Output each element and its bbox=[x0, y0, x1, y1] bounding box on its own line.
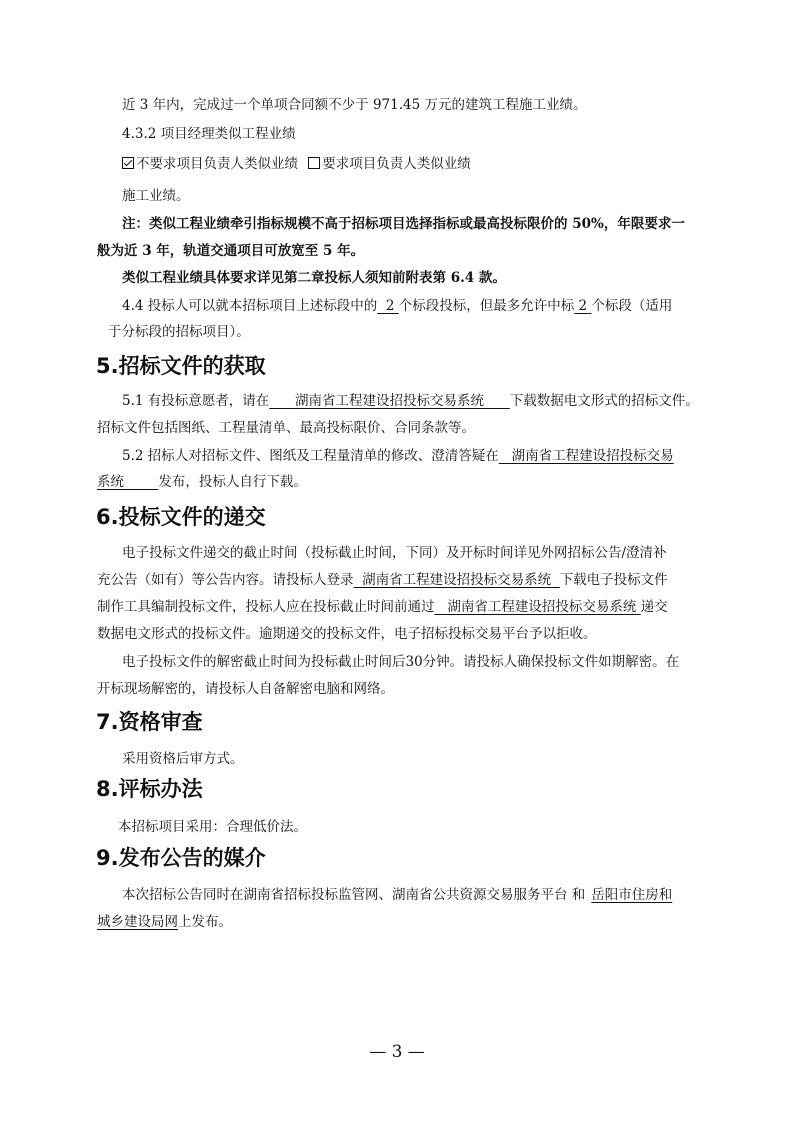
section-count bbox=[377, 298, 398, 314]
section-9-text: 本次招标公告同时在湖南省招标投标监管网、湖南省公共资源交易服务平台 和 bbox=[122, 887, 586, 903]
section-5-2-text: 5.2 招标人对招标文件、图纸及工程量清单的修改、澄清答疑在 bbox=[122, 448, 499, 464]
system-link[interactable] bbox=[97, 474, 158, 490]
note-line-3: 类似工程业绩具体要求详见第二章投标人须知前附表第 6.4 款。 bbox=[122, 270, 506, 286]
performance-requirement-line: 近 3 年内，完成过一个单项合同额不少于 971.45 万元的建筑工程施工业绩。 bbox=[122, 97, 587, 113]
section-5-1-text: 5.1 有投标意愿者，请在 bbox=[122, 393, 270, 409]
performance-options bbox=[122, 154, 471, 174]
max-winning-count bbox=[574, 298, 591, 314]
system-link[interactable] bbox=[435, 599, 641, 615]
section-5-1-line-2: 招标文件包括图纸、工程量清单、最高投标限价、合同条款等。 bbox=[97, 420, 475, 436]
note-line-1: 注：类似工程业绩牵引指标规模不高于招标项目选择指标或最高投标限价的 50%，年限要求一 bbox=[122, 216, 685, 232]
section-7-text: 采用资格后审方式。 bbox=[122, 751, 244, 767]
section-4-3-2-heading: 4.3.2 项目经理类似工程业绩 bbox=[122, 126, 296, 142]
housing-bureau-link[interactable] bbox=[97, 914, 178, 930]
heading-7: 7.资格审查 bbox=[96, 710, 203, 734]
continuation-text: 施工业绩。 bbox=[122, 188, 190, 204]
section-6-line-6: 开标现场解密的，请投标人自备解密电脑和网络。 bbox=[97, 681, 394, 697]
section-6-line-3 bbox=[97, 597, 668, 617]
heading-6: 6.投标文件的递交 bbox=[96, 505, 266, 529]
heading-9: 9.发布公告的媒介 bbox=[96, 846, 266, 870]
section-4-4-text: 个标段投标，但最多允许中标 bbox=[398, 298, 575, 314]
section-5-1-text: 下载数据电文形式的招标文件。 bbox=[509, 393, 699, 409]
section-6-line-1: 电子投标文件递交的截止时间（投标截止时间，下同）及开标时间详见外网招标公告/澄清补 bbox=[122, 545, 667, 561]
max-winning-count-value: 2 bbox=[578, 298, 588, 314]
section-5-2-line-2 bbox=[97, 472, 307, 492]
section-6-text: 充公告（如有）等公告内容。请投标人登录 bbox=[97, 572, 354, 588]
section-9-line-1 bbox=[122, 885, 672, 905]
section-6-text: 下载电子投标文件 bbox=[559, 572, 668, 588]
section-5-2-line-1 bbox=[122, 446, 674, 466]
housing-bureau-link-label: 城乡建设局网 bbox=[97, 914, 178, 930]
system-link[interactable] bbox=[499, 448, 674, 464]
option-not-required: 不要求项目负责人类似业绩 bbox=[136, 156, 298, 172]
heading-8: 8.评标办法 bbox=[96, 777, 203, 801]
system-link[interactable] bbox=[354, 572, 560, 588]
system-link[interactable] bbox=[269, 393, 510, 409]
section-6-text: 制作工具编制投标文件，投标人应在投标截止时间前通过 bbox=[97, 599, 435, 615]
section-4-4-text: 4.4 投标人可以就本招标项目上述标段中的 bbox=[122, 298, 378, 314]
section-9-text: 上发布。 bbox=[178, 914, 232, 930]
heading-5: 5.招标文件的获取 bbox=[96, 354, 266, 378]
section-6-line-4: 数据电文形式的投标文件。逾期递交的投标文件，电子招标投标交易平台予以拒收。 bbox=[97, 626, 597, 642]
section-6-text: 递交 bbox=[640, 599, 668, 615]
section-4-4-text: 个标段（适用 bbox=[591, 298, 673, 314]
system-link-label: 湖南省工程建设招投标交易系统 bbox=[447, 599, 637, 615]
page-number: — 3 — bbox=[369, 1042, 425, 1062]
system-link-label: 湖南省工程建设招投标交易系统 bbox=[295, 393, 485, 409]
unchecked-box-icon[interactable] bbox=[308, 157, 320, 169]
checked-box-icon[interactable] bbox=[122, 157, 134, 169]
option-required: 要求项目负责人类似业绩 bbox=[322, 156, 471, 172]
housing-bureau-link-label: 岳阳市住房和 bbox=[591, 887, 673, 903]
section-8-text: 本招标项目采用：合理低价法。 bbox=[118, 819, 307, 835]
note-line-2: 般为近 3 年，轨道交通项目可放宽至 5 年。 bbox=[97, 243, 365, 259]
section-5-1-line-1 bbox=[122, 391, 699, 411]
section-5-2-text: 发布，投标人自行下载。 bbox=[158, 474, 307, 490]
section-count-value: 2 bbox=[385, 298, 395, 314]
section-4-4-line-1 bbox=[122, 296, 672, 316]
housing-bureau-link[interactable] bbox=[591, 887, 672, 903]
section-6-line-5: 电子投标文件的解密截止时间为投标截止时间后30分钟。请投标人确保投标文件如期解密。在 bbox=[122, 654, 680, 670]
section-4-4-line-2: 于分标段的招标项目）。 bbox=[108, 324, 250, 340]
section-9-line-2 bbox=[97, 912, 232, 932]
system-link-label: 湖南省工程建设招投标交易 bbox=[511, 448, 674, 464]
system-link-label: 湖南省工程建设招投标交易系统 bbox=[362, 572, 552, 588]
system-link-label: 系统 bbox=[97, 474, 124, 490]
section-6-line-2 bbox=[97, 570, 668, 590]
